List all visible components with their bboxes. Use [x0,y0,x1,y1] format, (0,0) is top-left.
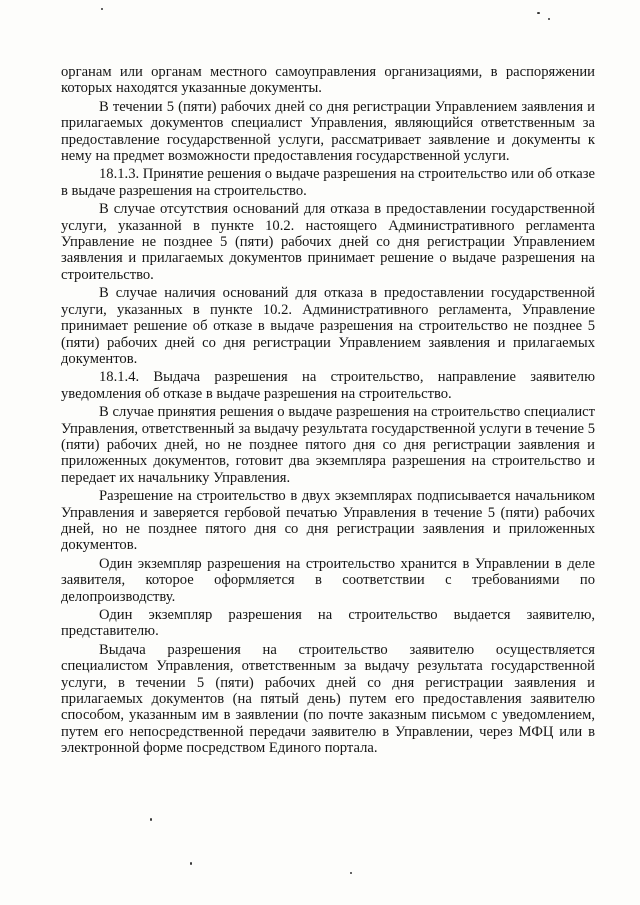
paragraph-10: Один экземпляр разрешения на строительство выдается заявителю, представителю. [61,607,595,640]
paragraph-1: органам или органам местного самоуправления организациями, в распоряжении которых находятся указанные документы. [61,64,595,97]
paragraph-2: В течении 5 (пяти) рабочих дней со дня регистрации Управлением заявления и прилагаемых документов специалист Управления, являющийся ответственным за предоставление государственной услуги, рассматривает заявление и документы к нему на предмет возможности предоставления государственной услуги. [61,98,595,165]
scan-speck [190,862,192,865]
section-heading-18-1-4: 18.1.4. Выдача разрешения на строительство, направление заявителю уведомления об отказе в выдаче разрешения на строительство. [61,369,595,402]
scan-speck [350,872,352,874]
paragraph-5: В случае наличия оснований для отказа в предоставлении государственной услуги, указанных в пункте 10.2. Административного регламента, Управление принимает решение об отказе в выдаче разрешения на строительство не позднее 5 (пяти) рабочих дней со дня регистрации Управлением заявления и прилагаемых документов. [61,285,595,367]
paragraph-9: Один экземпляр разрешения на строительство хранится в Управлении в деле заявителя, которое оформляется в соответствии с требованиями по делопроизводству. [61,555,595,605]
scan-speck [150,818,152,821]
scan-speck [101,8,103,10]
scan-speck [548,18,550,20]
paragraph-11: Выдача разрешения на строительство заявителю осуществляется специалистом Управления, ответственным за выдачу результата государственной услуги, в течении 5 (пяти) рабочих дней со дня регистрации заявления и прилагаемых документов (на пятый день) путем его предоставления заявителю способом, указанным им в заявлении (по почте заказным письмом с уведомлением, путем его непосредственной передачи заявителю в Управлении, через МФЦ или в электронной форме посредством Единого портала. [61,641,595,757]
paragraph-4: В случае отсутствия оснований для отказа в предоставлении государственной услуги, указанной в пункте 10.2. настоящего Административного регламента Управление не позднее 5 (пяти) рабочих дней со дня регистрации Управлением заявления и прилагаемых документов принимает решение о выдаче разрешения на строительство. [61,201,595,283]
section-heading-18-1-3: 18.1.3. Принятие решения о выдаче разрешения на строительство или об отказе в выдаче разрешения на строительство. [61,166,595,199]
paragraph-7: В случае принятия решения о выдаче разрешения на строительство специалист Управления, ответственный за выдачу результата государственной услуги в течение 5 (пяти) рабочих дней, но не позднее пятого дня со дня регистрации заявления и приложенных документов, готовит два экземпляра разрешения на строительство и передает их начальнику Управления. [61,404,595,486]
document-body [61,64,595,759]
scan-speck [537,12,540,14]
paragraph-8: Разрешение на строительство в двух экземплярах подписывается начальником Управления и заверяется гербовой печатью Управления в течение 5 (пяти) рабочих дней, но не позднее пятого дня со дня регистрации заявления и приложенных документов. [61,488,595,554]
